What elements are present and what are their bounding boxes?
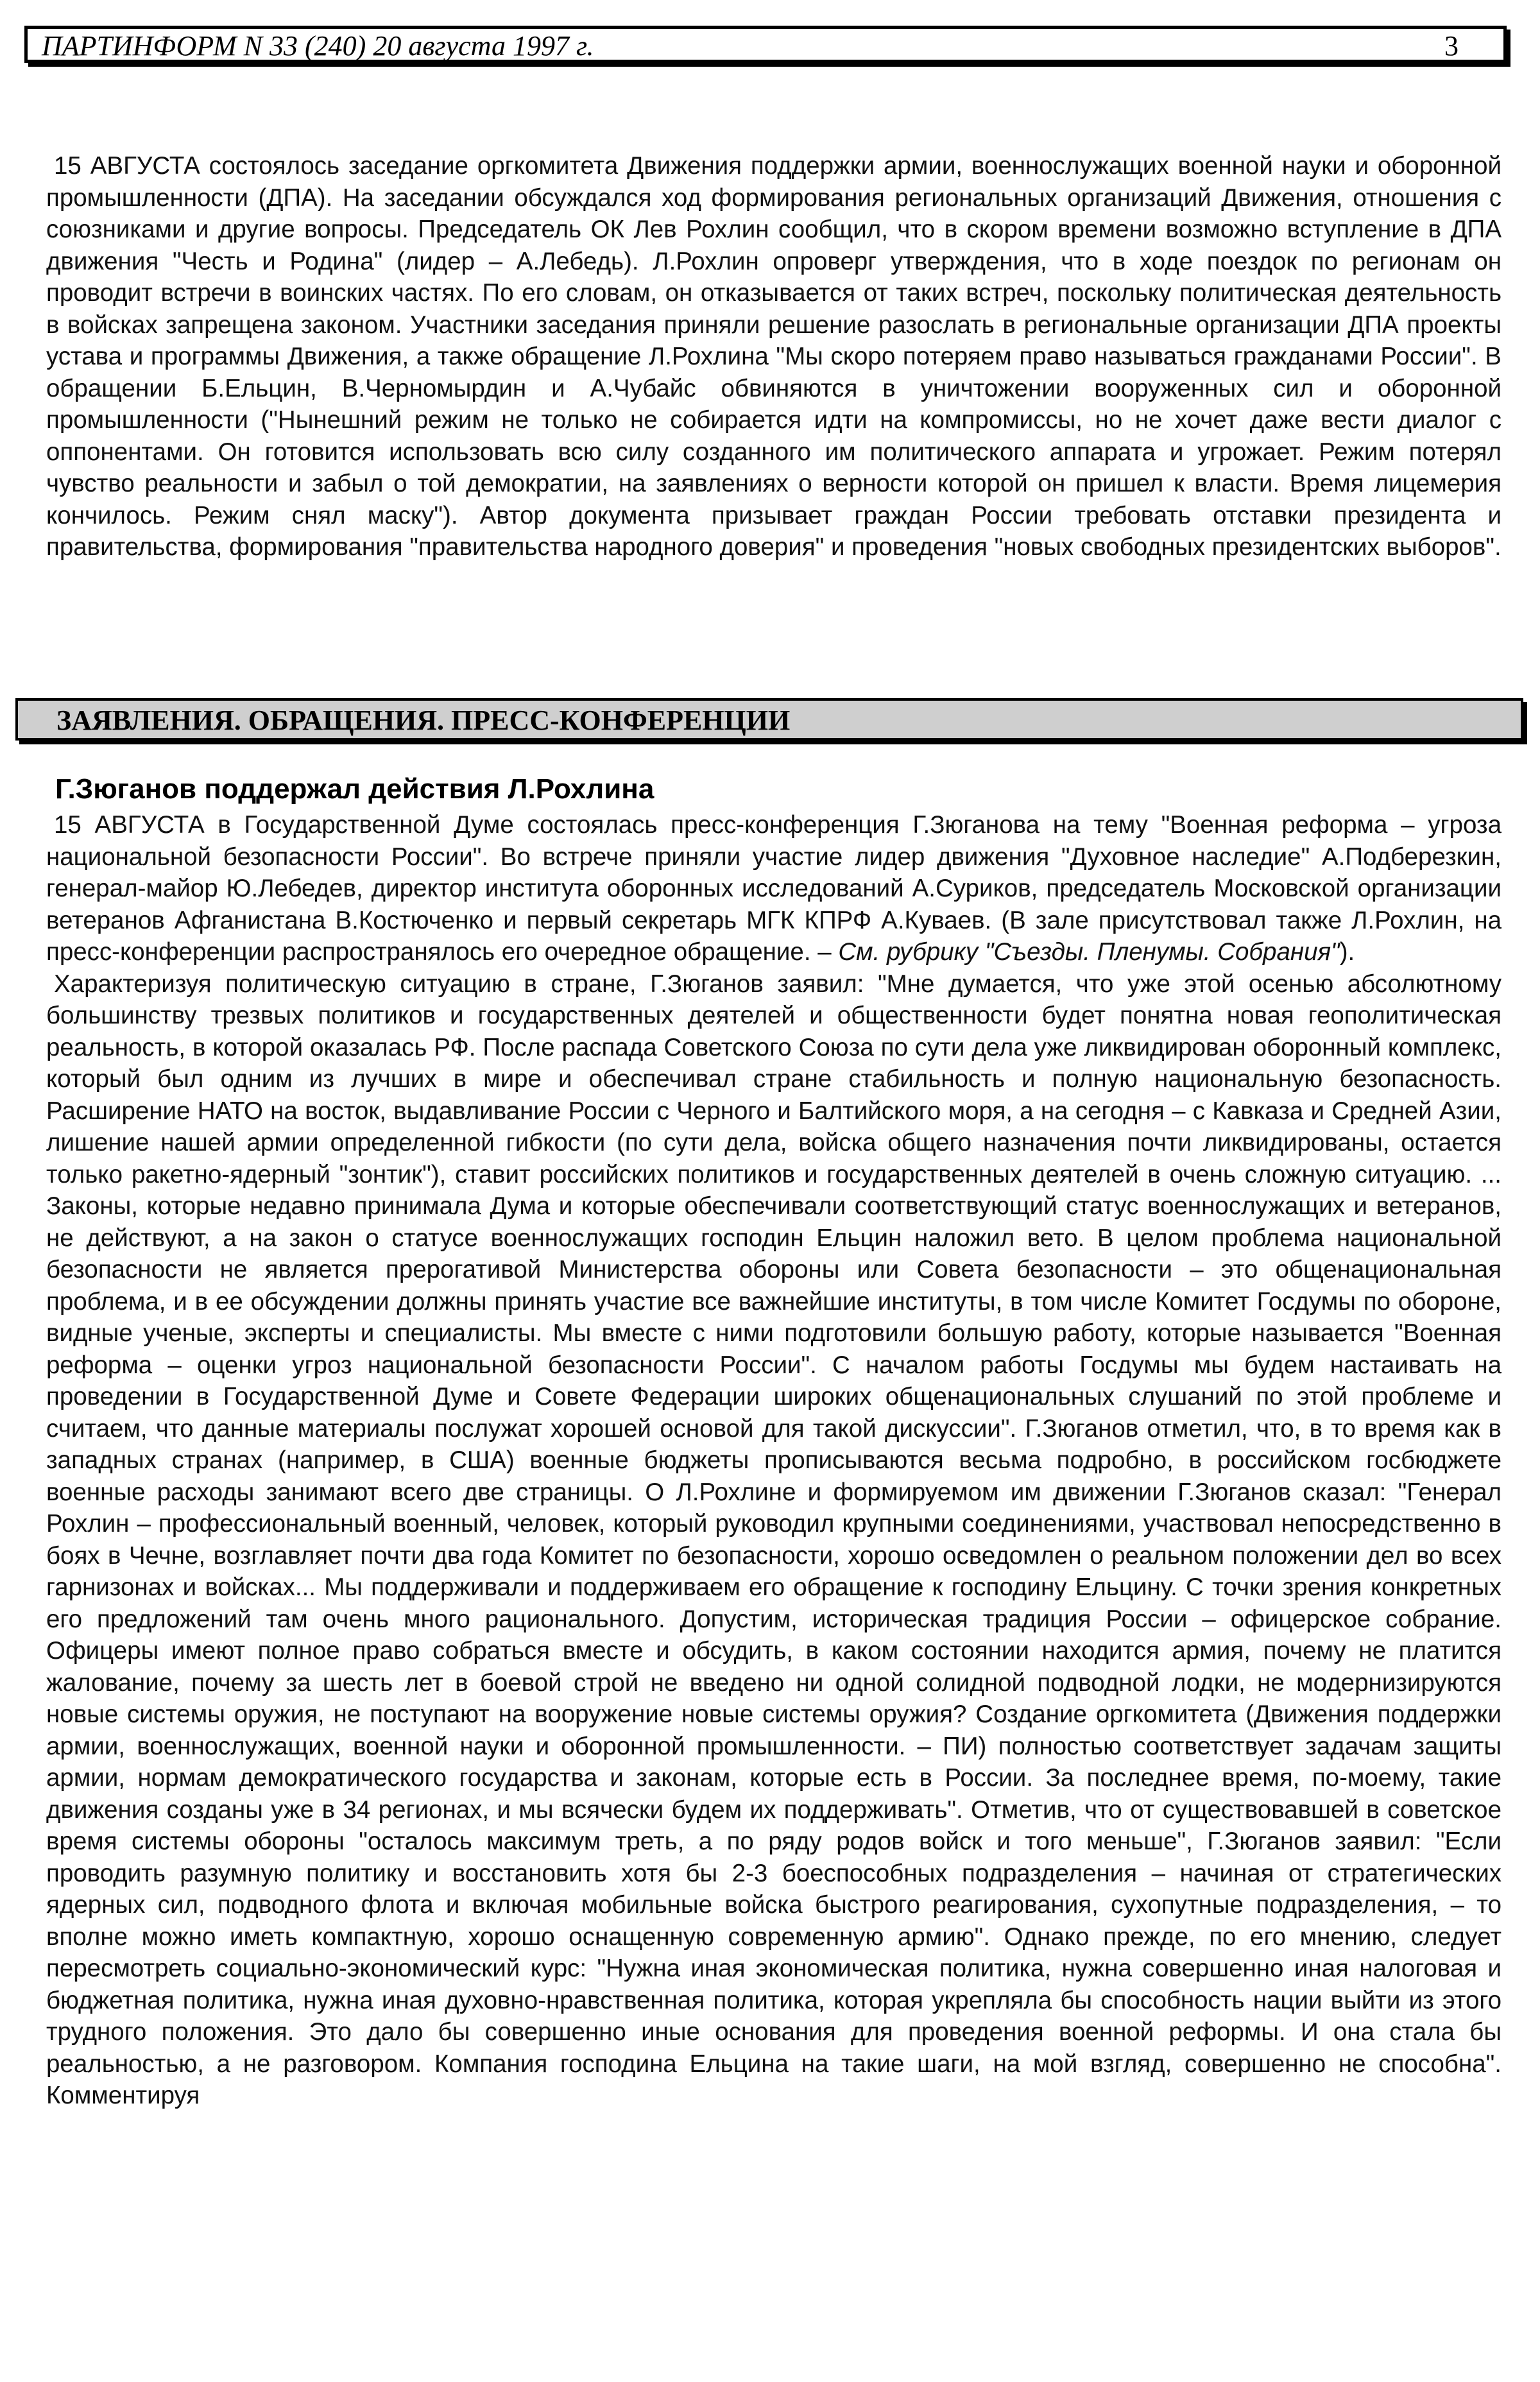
cross-reference: См. рубрику "Съезды. Пленумы. Собрания" (838, 938, 1340, 966)
article-title: Г.Зюганов поддержал действия Л.Рохлина (55, 773, 654, 805)
publication-title: ПАРТИНФОРМ N 33 (240) 20 августа 1997 г. (42, 30, 594, 62)
article-paragraph-1-text: 15 АВГУСТА в Государственной Думе состоялась пресс-конференция Г.Зюганова на тему "Военная реформа – угроза национальной безопасности России". Во встрече приняли участие лидер движения "Духовное наследие" А.Подберезкин, генерал-майор Ю.Лебедев, директор института оборонных исследований А.Суриков, председатель Московской организации ветеранов Афганистана В.Костюченко и первый секретарь МГК КПРФ А.Куваев. (В зале присутствовал также Л.Рохлин, на пресс-конференции распространялось его очередное обращение. – (46, 811, 1502, 966)
article-body (46, 809, 1502, 2112)
section-header (15, 698, 1523, 741)
intro-paragraph: 15 АВГУСТА состоялось заседание оргкомитета Движения поддержки армии, военнослужащих военной науки и оборонной промышленности (ДПА). На заседании обсуждался ход формирования региональных организаций Движения, отношения с союзниками и другие вопросы. Председатель ОК Лев Рохлин сообщил, что в скором времени возможно вступление в ДПА движения "Честь и Родина" (лидер – А.Лебедь). Л.Рохлин опроверг утверждения, что в ходе поездок по регионам он проводит встречи в воинских частях. По его словам, он отказывается от таких встреч, поскольку политическая деятельность в войсках запрещена законом. Участники заседания приняли решение разослать в региональные организации ДПА проекты устава и программы Движения, а также обращение Л.Рохлина "Мы скоро потеряем право называться гражданами России". В обращении Б.Ельцин, В.Черномырдин и А.Чубайс обвиняются в уничтожении вооруженных сил и оборонной промышленности ("Нынешний режим не только не собирается идти на компромиссы, но не хочет даже вести диалог с оппонентами. Он готовится использовать всю силу созданного им политического аппарата и угрожает. Режим потерял чувство реальности и забыл о той демократии, на заявлениях о верности которой он пришел к власти. Время лицемерия кончилось. Режим снял маску"). Автор документа призывает граждан России требовать отставки президента и правительства, формирования "правительства народного доверия" и проведения "новых свободных президентских выборов". (46, 152, 1502, 561)
page-number: 3 (1444, 30, 1459, 62)
article-paragraph-2: Характеризуя политическую ситуацию в стране, Г.Зюганов заявил: "Мне думается, что уже этой осенью абсолютному большинству трезвых политиков и государственных деятелей и общественности будет понятна новая геополитическая реальность, в которой оказалась РФ. После распада Советского Союза по сути дела уже ликвидирован оборонный комплекс, который был одним из лучших в мире и обеспечивал стране стабильность и полную национальную безопасность. Расширение НАТО на восток, выдавливание России с Черного и Балтийского моря, а на сегодня – с Кавказа и Средней Азии, лишение нашей армии определенной гибкости (по сути дела, войска общего назначения почти ликвидированы, остается только ракетно-ядерный "зонтик"), ставит российских политиков и государственных деятелей в очень сложную ситуацию. ... Законы, которые недавно принимала Дума и которые обеспечивали соответствующий статус военнослужащих и ветеранов, не действуют, а на закон о статусе военнослужащих господин Ельцин наложил вето. В целом проблема национальной безопасности не является прерогативой Министерства обороны или Совета безопасности – это общенациональная проблема, и в ее обсуждении должны принять участие все важнейшие институты, в том числе Комитет Госдумы по обороне, видные ученые, эксперты и специалисты. Мы вместе с ними подготовили большую работу, которые называется "Военная реформа – оценки угроз национальной безопасности России". С началом работы Госдумы мы будем настаивать на проведении в Государственной Думе и Совете Федерации широких общенациональных слушаний по этой проблеме и считаем, что данные материалы послужат хорошей основой для такой дискуссии". Г.Зюганов отметил, что, в то время как в западных странах (например, в США) военные бюджеты прописываются весьма подробно, в российском госбюджете военные расходы занимают всего две страницы. О Л.Рохлине и формируемом им движении Г.Зюганов сказал: "Генерал Рохлин – профессиональный военный, человек, который руководил крупными соединениями, участвовал непосредственно в боях в Чечне, возглавляет почти два года Комитет по безопасности, хорошо осведомлен о реальном положении дел во всех гарнизонах и войсках... Мы поддерживали и поддерживаем его обращение к господину Ельцину. С точки зрения конкретных его предложений там очень много рационального. Допустим, историческая традиция России – офицерское собрание. Офицеры имеют полное право собраться вместе и обсудить, в каком состоянии находится армия, почему не платится жалование, почему за шесть лет в боевой строй не введено ни одной солидной подводной лодки, не модернизируются новые системы оружия, не поступают на вооружение новые системы оружия? Создание оргкомитета (Движения поддержки армии, военнослужащих, военной науки и оборонной промышленности. – ПИ) полностью соответствует задачам защиты армии, нормам демократического государства и законам, которые есть в России. За последнее время, по-моему, такие движения созданы уже в 34 регионах, и мы всячески будем их поддерживать". Отметив, что от существовавшей в советское время системы обороны "осталось максимум треть, а по ряду родов войск и того меньше", Г.Зюганов заявил: "Если проводить разумную политику и восстановить хотя бы 2-3 боеспособных подразделения – начиная от стратегических ядерных сил, подводного флота и включая мобильные войска быстрого реагирования, сухопутные подразделения, – то вполне можно иметь компактную, хорошо оснащенную современную армию". Однако прежде, по его мнению, следует пересмотреть социально-экономический курс: "Нужна иная экономическая политика, нужна совершенно иная налоговая и бюджетная политика, нужна иная духовно-нравственная политика, которая укрепляла бы способность нации выйти из этого трудного положения. Это дало бы совершенно иные основания для проведения военной реформы. И она стала бы реальностью, а не разговором. Компания господина Ельцина на такие шаги, на мой взгляд, совершенно не способна". Комментируя (46, 970, 1502, 2109)
section-title: ЗАЯВЛЕНИЯ. ОБРАЩЕНИЯ. ПРЕСС-КОНФЕРЕНЦИИ (56, 705, 791, 736)
article-paragraph-1-end: ). (1339, 938, 1355, 966)
article-paragraph-1 (46, 809, 1502, 968)
page-header (24, 26, 1507, 63)
